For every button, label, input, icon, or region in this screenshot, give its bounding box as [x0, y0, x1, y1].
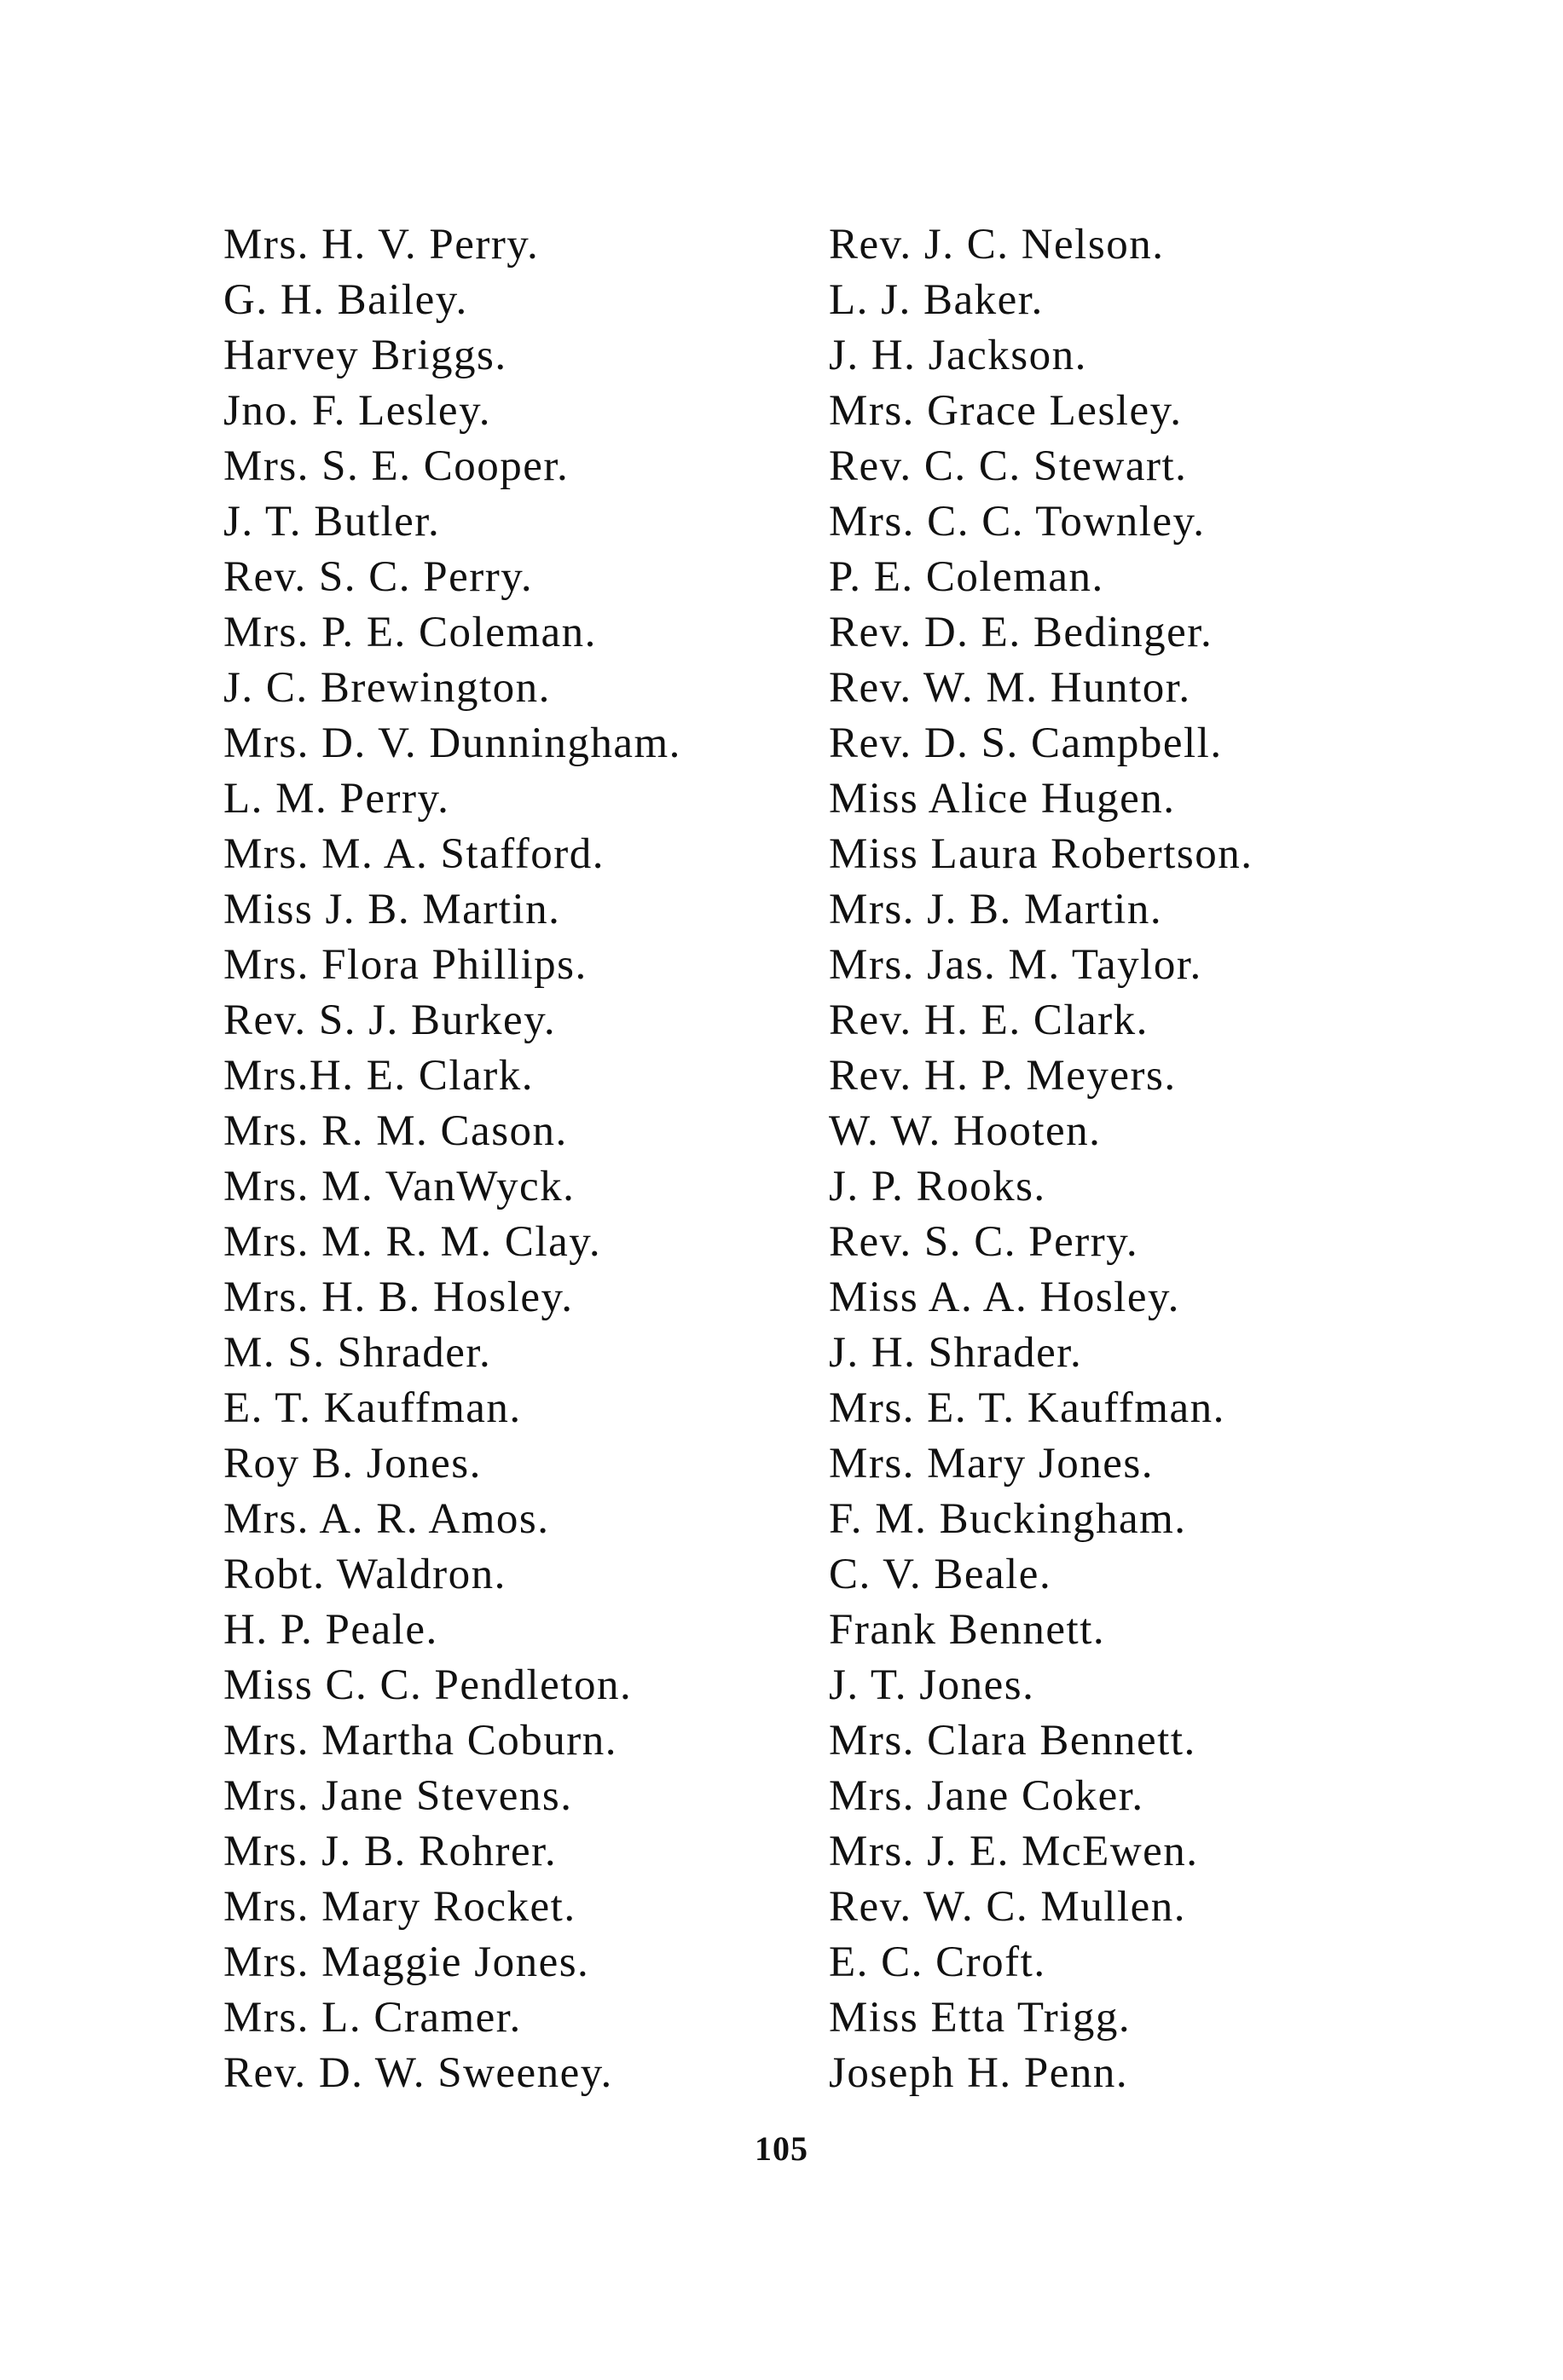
name-entry: F. M. Buckingham. — [829, 1495, 1187, 1543]
name-entry: Mrs. J. E. McEwen. — [829, 1828, 1199, 1875]
name-entry: Mrs. Mary Jones. — [829, 1440, 1154, 1488]
name-entry: Mrs. J. B. Martin. — [829, 886, 1163, 933]
name-entry: Miss J. B. Martin. — [223, 886, 561, 933]
name-entry: C. V. Beale. — [829, 1551, 1052, 1598]
name-entry: Mrs. Mary Rocket. — [223, 1883, 576, 1931]
name-entry: Rev. S. C. Perry. — [223, 553, 534, 601]
name-entry: Mrs. R. M. Cason. — [223, 1107, 568, 1155]
name-entry: E. T. Kauffman. — [223, 1384, 522, 1432]
name-entry: Mrs. M. VanWyck. — [223, 1163, 576, 1210]
name-entry: Mrs. D. V. Dunningham. — [223, 719, 681, 767]
name-entry: Mrs. Grace Lesley. — [829, 387, 1183, 435]
name-entry: Mrs. A. R. Amos. — [223, 1495, 550, 1543]
name-entry: Mrs. H. B. Hosley. — [223, 1274, 574, 1321]
name-entry: Mrs. S. E. Cooper. — [223, 442, 570, 490]
name-entry: M. S. Shrader. — [223, 1329, 492, 1377]
name-entry: Mrs.H. E. Clark. — [223, 1052, 534, 1100]
name-entry: Rev. W. M. Huntor. — [829, 664, 1191, 712]
name-entry: J. P. Rooks. — [829, 1163, 1046, 1210]
name-entry: Mrs. M. R. M. Clay. — [223, 1218, 602, 1266]
name-entry: Mrs. H. V. Perry. — [223, 221, 540, 269]
name-entry: Rev. J. C. Nelson. — [829, 221, 1165, 269]
name-entry: Joseph H. Penn. — [829, 2049, 1129, 2097]
name-entry: Rev. D. E. Bedinger. — [829, 609, 1213, 656]
name-entry: H. P. Peale. — [223, 1606, 438, 1654]
name-entry: Mrs. Flora Phillips. — [223, 941, 588, 989]
name-entry: Mrs. Jas. M. Taylor. — [829, 941, 1202, 989]
name-entry: J. T. Jones. — [829, 1661, 1035, 1709]
name-entry: Rev. H. P. Meyers. — [829, 1052, 1177, 1100]
name-entry: J. H. Shrader. — [829, 1329, 1083, 1377]
name-entry: Roy B. Jones. — [223, 1440, 482, 1488]
name-entry: Mrs. Maggie Jones. — [223, 1938, 590, 1986]
name-entry: Mrs. Martha Coburn. — [223, 1717, 617, 1765]
left-name-column — [223, 217, 820, 2101]
name-entry: G. H. Bailey. — [223, 276, 468, 324]
name-entry: Rev. D. S. Campbell. — [829, 719, 1223, 767]
name-entry: L. M. Perry. — [223, 775, 450, 823]
name-entry: L. J. Baker. — [829, 276, 1044, 324]
name-entry: Miss Alice Hugen. — [829, 775, 1176, 823]
name-entry: Mrs. Jane Coker. — [829, 1772, 1144, 1820]
name-entry: Miss A. A. Hosley. — [829, 1274, 1180, 1321]
name-entry: Mrs. P. E. Coleman. — [223, 609, 597, 656]
name-entry: E. C. Croft. — [829, 1938, 1046, 1986]
name-entry: Harvey Briggs. — [223, 332, 507, 379]
name-entry: Mrs. C. C. Townley. — [829, 498, 1206, 546]
name-entry: J. T. Butler. — [223, 498, 441, 546]
name-entry: W. W. Hooten. — [829, 1107, 1102, 1155]
name-entry: J. C. Brewington. — [223, 664, 551, 712]
name-entry: P. E. Coleman. — [829, 553, 1104, 601]
name-entry: Mrs. E. T. Kauffman. — [829, 1384, 1225, 1432]
name-entry: Miss Laura Robertson. — [829, 830, 1253, 878]
name-entry: Miss Etta Trigg. — [829, 1994, 1132, 2042]
name-entry: Mrs. Jane Stevens. — [223, 1772, 573, 1820]
name-entry: Frank Bennett. — [829, 1606, 1106, 1654]
name-entry: Rev. C. C. Stewart. — [829, 442, 1188, 490]
name-entry: Miss C. C. Pendleton. — [223, 1661, 633, 1709]
name-entry: Mrs. M. A. Stafford. — [223, 830, 605, 878]
page-number: 105 — [755, 2129, 808, 2168]
name-entry: Robt. Waldron. — [223, 1551, 507, 1598]
name-entry: Rev. H. E. Clark. — [829, 996, 1149, 1044]
name-entry: Rev. S. C. Perry. — [829, 1218, 1139, 1266]
name-entry: J. H. Jackson. — [829, 332, 1087, 379]
name-entry: Jno. F. Lesley. — [223, 387, 492, 435]
name-entry: Mrs. Clara Bennett. — [829, 1717, 1196, 1765]
name-entry: Rev. S. J. Burkey. — [223, 996, 557, 1044]
name-entry: Rev. W. C. Mullen. — [829, 1883, 1186, 1931]
name-entry: Rev. D. W. Sweeney. — [223, 2049, 613, 2097]
name-entry: Mrs. J. B. Rohrer. — [223, 1828, 558, 1875]
name-entry: Mrs. L. Cramer. — [223, 1994, 522, 2042]
right-name-column — [829, 217, 1443, 2101]
